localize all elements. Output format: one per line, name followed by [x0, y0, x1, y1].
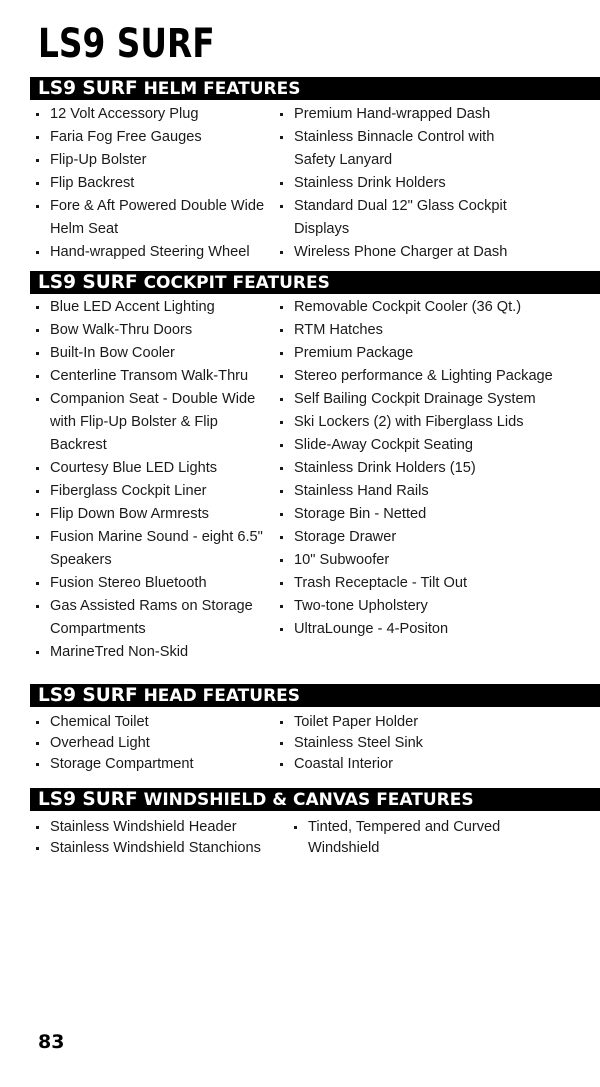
section-heading: HELM FEATURES — [143, 79, 301, 99]
section-header-helm — [30, 77, 600, 100]
section-model: LS9 SURF — [38, 78, 138, 99]
list-item: Self Bailing Cockpit Drainage System — [278, 388, 568, 411]
helm-features-left — [34, 103, 274, 264]
section-header-head — [30, 684, 600, 707]
list-item: Fusion Stereo Bluetooth — [34, 572, 274, 595]
section-header-cockpit — [30, 271, 600, 294]
list-item: Centerline Transom Walk-Thru — [34, 365, 274, 388]
list-item: Storage Bin - Netted — [278, 503, 568, 526]
section-header-windshield — [30, 788, 600, 811]
section-heading: WINDSHIELD & CANVAS FEATURES — [143, 790, 474, 810]
section-model: LS9 SURF — [38, 272, 138, 293]
list-item: Slide-Away Cockpit Seating — [278, 434, 568, 457]
list-item: Fiberglass Cockpit Liner — [34, 480, 274, 503]
section-model: LS9 SURF — [38, 685, 138, 706]
list-item: Companion Seat - Double Wide with Flip-Up Bolster & Flip Backrest — [34, 388, 274, 457]
cockpit-features-right — [278, 296, 568, 641]
list-item: Coastal Interior — [278, 754, 523, 775]
list-item: MarineTred Non-Skid — [34, 641, 274, 664]
list-item: Built-In Bow Cooler — [34, 342, 274, 365]
list-item: Stainless Steel Sink — [278, 733, 523, 754]
list-item: Storage Compartment — [34, 754, 274, 775]
list-item: Gas Assisted Rams on Storage Compartments — [34, 595, 274, 641]
head-features-left — [34, 712, 274, 775]
list-item: Stainless Hand Rails — [278, 480, 568, 503]
page-title: LS9 SURF — [38, 21, 215, 67]
list-item: Blue LED Accent Lighting — [34, 296, 274, 319]
list-item: 10" Subwoofer — [278, 549, 568, 572]
list-item: Premium Hand-wrapped Dash — [278, 103, 523, 126]
list-item: Two-tone Upholstery — [278, 595, 568, 618]
list-item: Trash Receptacle - Tilt Out — [278, 572, 568, 595]
list-item: Courtesy Blue LED Lights — [34, 457, 274, 480]
list-item: Stereo performance & Lighting Package — [278, 365, 568, 388]
list-item: Tinted, Tempered and Curved Windshield — [292, 817, 512, 859]
list-item: Faria Fog Free Gauges — [34, 126, 274, 149]
list-item: Bow Walk-Thru Doors — [34, 319, 274, 342]
list-item: UltraLounge - 4-Positon — [278, 618, 568, 641]
page-number: 83 — [38, 1031, 65, 1053]
list-item: Stainless Binnacle Control with Safety Lanyard — [278, 126, 523, 172]
list-item: Stainless Windshield Header — [34, 817, 289, 838]
helm-features-right — [278, 103, 523, 264]
section-model: LS9 SURF — [38, 789, 138, 810]
list-item: Premium Package — [278, 342, 568, 365]
list-item: Wireless Phone Charger at Dash — [278, 241, 523, 264]
list-item: Stainless Drink Holders (15) — [278, 457, 568, 480]
list-item: Fusion Marine Sound - eight 6.5" Speakers — [34, 526, 274, 572]
windshield-features-right — [292, 817, 512, 859]
list-item: Hand-wrapped Steering Wheel — [34, 241, 274, 264]
list-item: 12 Volt Accessory Plug — [34, 103, 274, 126]
head-features-right — [278, 712, 523, 775]
list-item: Flip Backrest — [34, 172, 274, 195]
list-item: Flip-Up Bolster — [34, 149, 274, 172]
list-item: Fore & Aft Powered Double Wide Helm Seat — [34, 195, 274, 241]
list-item: Ski Lockers (2) with Fiberglass Lids — [278, 411, 568, 434]
list-item: Stainless Windshield Stanchions — [34, 838, 289, 859]
list-item: Toilet Paper Holder — [278, 712, 523, 733]
section-heading: HEAD FEATURES — [143, 686, 301, 706]
list-item: Chemical Toilet — [34, 712, 274, 733]
list-item: RTM Hatches — [278, 319, 568, 342]
section-heading: COCKPIT FEATURES — [143, 273, 330, 293]
list-item: Stainless Drink Holders — [278, 172, 523, 195]
list-item: Storage Drawer — [278, 526, 568, 549]
cockpit-features-left — [34, 296, 274, 664]
windshield-features-left — [34, 817, 289, 859]
list-item: Flip Down Bow Armrests — [34, 503, 274, 526]
list-item: Removable Cockpit Cooler (36 Qt.) — [278, 296, 568, 319]
list-item: Overhead Light — [34, 733, 274, 754]
list-item: Standard Dual 12" Glass Cockpit Displays — [278, 195, 523, 241]
